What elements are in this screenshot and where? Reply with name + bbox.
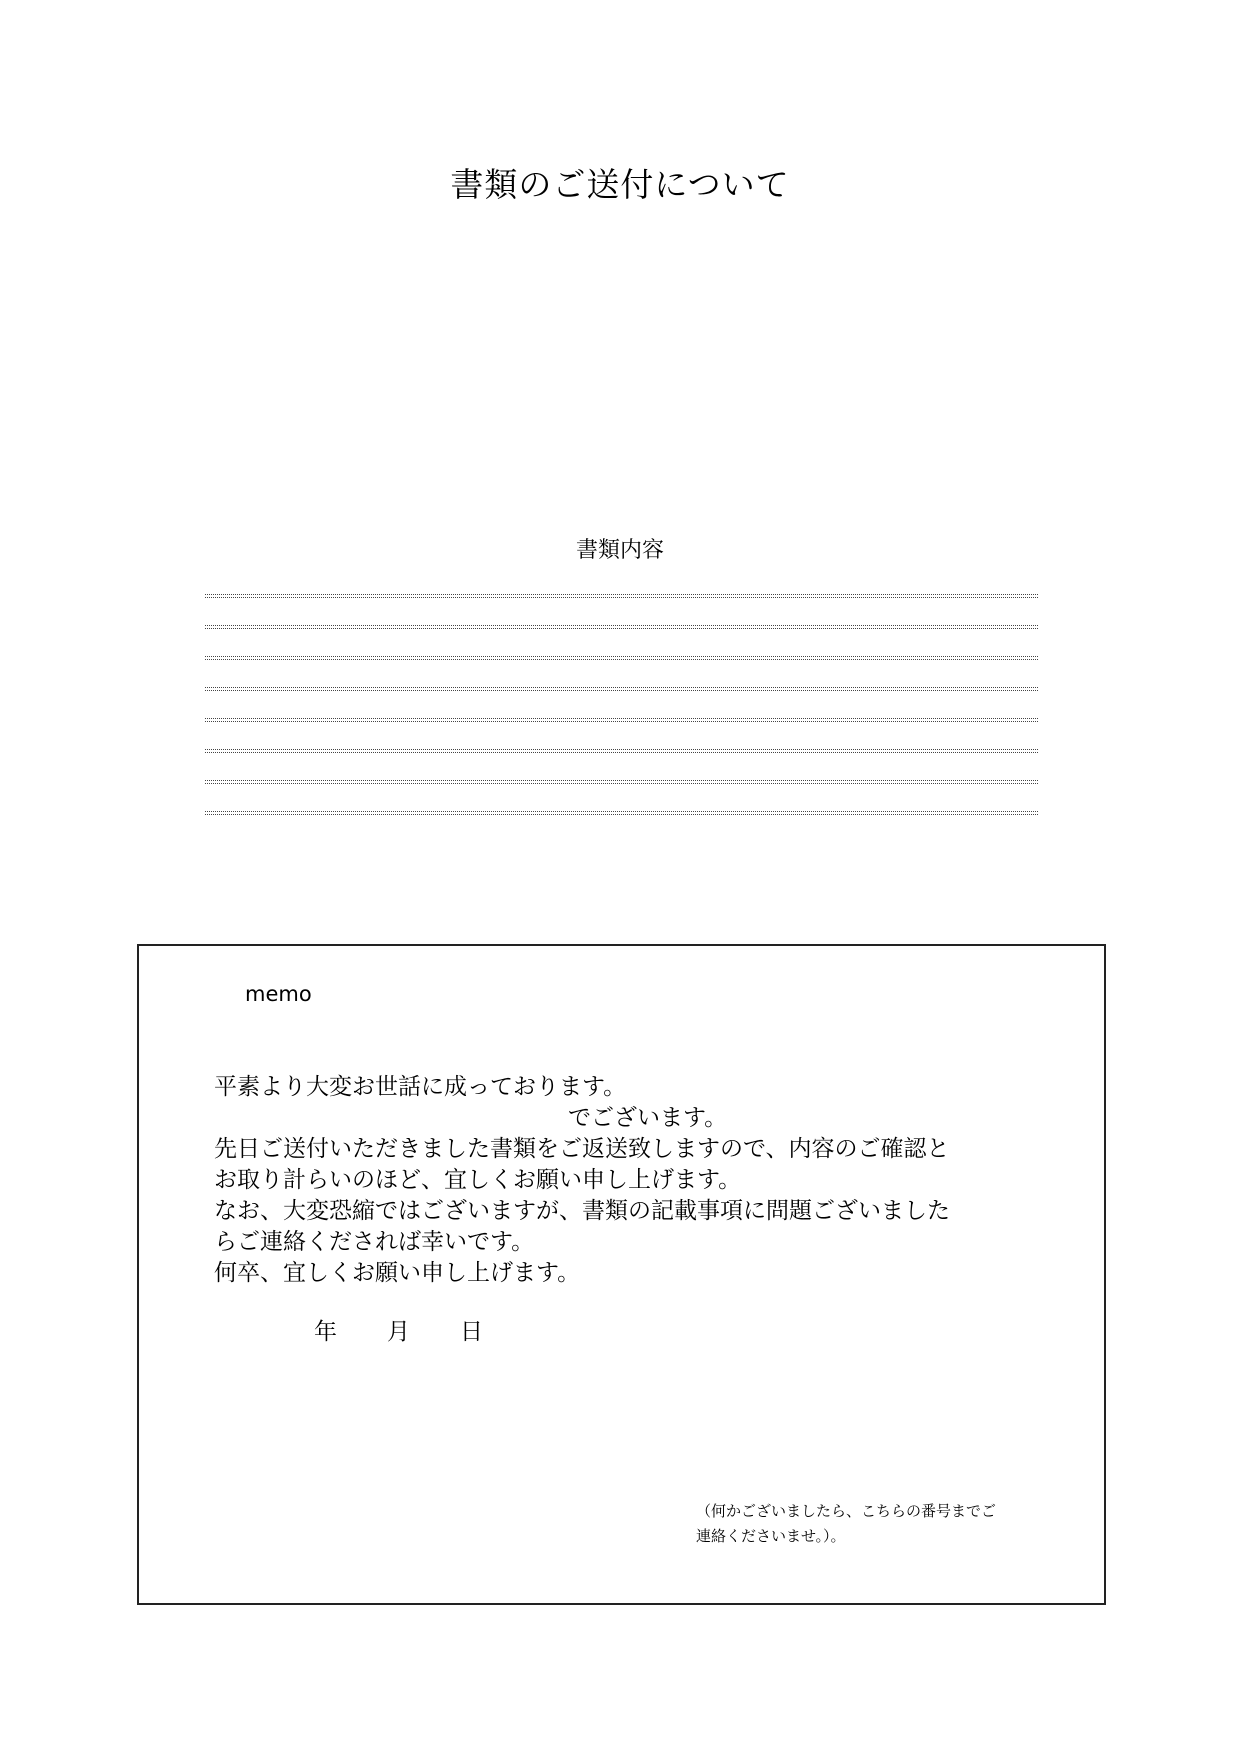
letter-body: [214, 1072, 1044, 1289]
fill-line: [205, 656, 1038, 660]
fill-line: [205, 780, 1038, 784]
fill-line: [205, 718, 1038, 722]
letter-line: 何卒、宜しくお願い申し上げます。: [214, 1260, 581, 1286]
letter-line: でございます。: [568, 1105, 728, 1131]
fill-line: [205, 687, 1038, 691]
contents-heading: 書類内容: [575, 538, 664, 563]
contents-fill-lines: [205, 594, 1038, 842]
letter-line: お取り計らいのほど、宜しくお願い申し上げます。: [214, 1167, 742, 1193]
note-line: 連絡くださいませ。）。: [696, 1527, 846, 1545]
page-title: 書類のご送付について: [450, 165, 790, 204]
date-day-label: 日: [460, 1319, 483, 1345]
letter-line: 平素より大変お世話に成っております。: [214, 1074, 627, 1100]
fill-line: [205, 749, 1038, 753]
date-line: [314, 1317, 483, 1348]
memo-box: [137, 944, 1106, 1605]
contact-note: [696, 1499, 1056, 1549]
letter-line: なお、大変恐縮ではございますが、書類の記載事項に問題ございました: [214, 1198, 950, 1224]
date-month-label: 月: [387, 1319, 410, 1345]
note-line: （何かございましたら、こちらの番号までご: [696, 1502, 997, 1520]
fill-line: [205, 811, 1038, 815]
memo-label: memo: [245, 982, 312, 1006]
date-year-label: 年: [314, 1319, 337, 1345]
letter-line: らご連絡くだされば幸いです。: [214, 1229, 535, 1255]
fill-line: [205, 625, 1038, 629]
fill-line: [205, 594, 1038, 598]
letter-line: 先日ご送付いただきました書類をご返送致しますので、内容のご確認と: [214, 1136, 950, 1162]
